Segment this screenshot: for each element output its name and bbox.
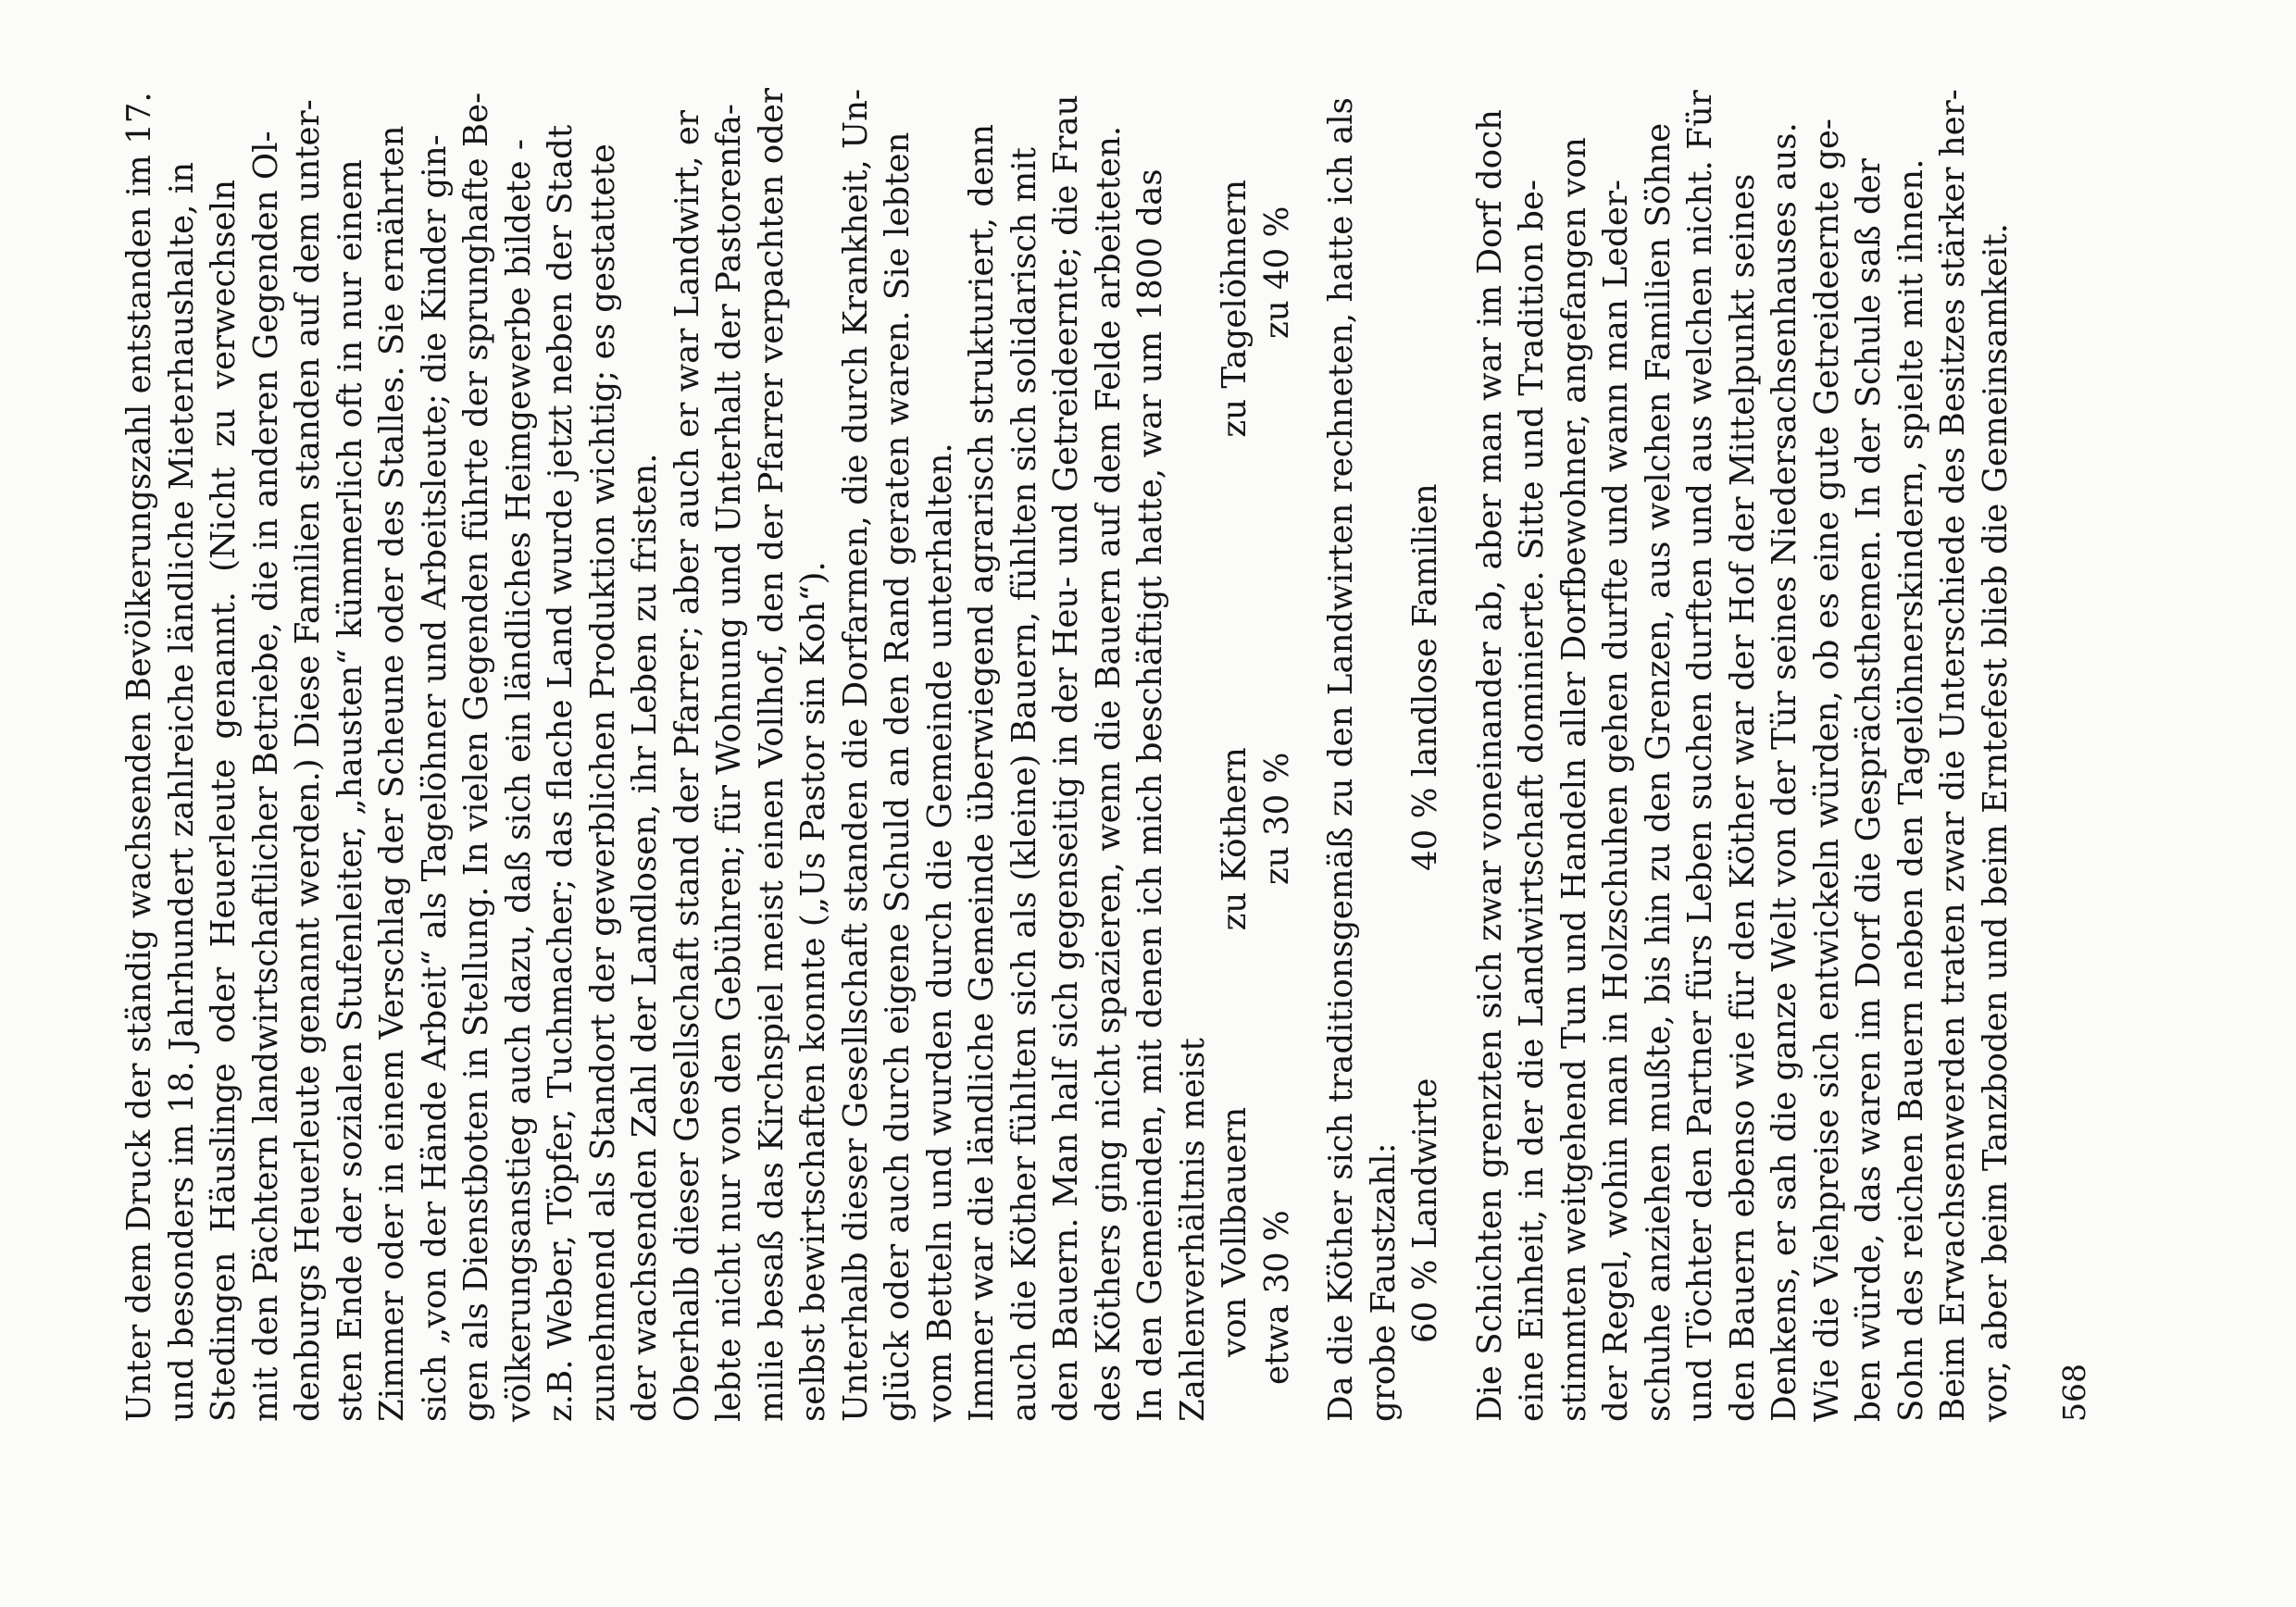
paragraph-dorfarmen <box>835 88 962 1422</box>
table-value-koether: zu 30 % <box>1257 752 1296 885</box>
ratio-table-value-row <box>1256 180 1299 1385</box>
text-line: Wie die Viehpreise sich entwickeln würden, ob es eine gute Getreideernte ge- <box>1807 118 1846 1422</box>
text-line: milie besaß das Kirchspiel meist einen Vollhof, den der Pfarrer verpachten oder <box>752 88 791 1422</box>
paragraph-zahlenverhaeltnis <box>1129 168 1214 1422</box>
text-line: der Regel, wohin man in Holzschuhen gehen durfte und wann man Leder- <box>1597 180 1635 1422</box>
paragraph-gemeinde <box>961 94 1129 1422</box>
text-line: Oberhalb dieser Gesellschaft stand der Pfarrer; aber auch er war Landwirt, er <box>668 110 706 1422</box>
text-line: Zimmer oder in einem Verschlag der Scheune oder des Stalles. Sie ernährten <box>373 125 411 1422</box>
text-line: vor, aber beim Tanzboden und beim Erntefest blieb die Gemeinsamkeit. <box>1976 223 2015 1422</box>
paragraph-schichten <box>1469 89 2017 1422</box>
text-line: den Bauern. Man half sich gegenseitig in der Heu- und Getreideernte; die Frau <box>1047 94 1085 1422</box>
ratio-table-header-row <box>1214 180 1256 1357</box>
ratio-table <box>1214 180 1298 1422</box>
text-line: Immer war die ländliche Gemeinde überwiegend agrarisch strukturiert, denn <box>963 123 1001 1422</box>
text-line: ben würde, das waren im Dorf die Gesprächsthemen. In der Schule saß der <box>1850 158 1888 1422</box>
text-line: Beim Erwachsenwerden traten zwar die Unterschiede des Besitzes stärker her- <box>1934 89 1972 1422</box>
text-line: Denkens, er sah die ganze Welt von der Tür seines Niedersachsenhauses aus. <box>1766 122 1803 1422</box>
text-line: zunehmend als Standort der gewerblichen Produktion wichtig; es gestattete <box>583 143 622 1422</box>
text-line: und Töchter den Partner fürs Leben suchen durften und aus welchen nicht. Für <box>1681 90 1719 1422</box>
paragraph-mieterhaushalte <box>119 92 667 1422</box>
text-line: des Köthers ging nicht spazieren, wenn die Bauern auf dem Felde arbeiteten. <box>1089 125 1128 1422</box>
text-line: auch die Köther fühlten sich als (kleine) Bauern, fühlten sich solidarisch mit <box>1004 147 1043 1422</box>
text-line: z.B. Weber, Töpfer, Tuchmacher; das flache Land wurde jetzt neben der Stadt <box>542 124 580 1422</box>
paragraph-pfarrer <box>667 88 835 1422</box>
text-line: und besonders im 18. Jahrhundert zahlreiche ländliche Mieterhaushalte, in <box>162 161 201 1422</box>
text-line: Sohn des reichen Bauern neben den Tagelöhnerskindern, spielte mit ihnen. <box>1891 158 1930 1422</box>
text-line: Da die Köther sich traditionsgemäß zu den Landwirten rechneten, hatte ich als <box>1322 97 1360 1422</box>
paragraph-faustzahl <box>1320 97 1404 1422</box>
book-page <box>119 88 2092 1422</box>
text-line: eine Einheit, in der die Landwirtschaft dominierte. Sitte und Tradition be- <box>1513 180 1551 1422</box>
text-line: vom Betteln und wurden durch die Gemeinde unterhalten. <box>920 442 959 1422</box>
text-line: den Bauern ebenso wie für den Köther war der Hof der Mittelpunkt seines <box>1723 173 1762 1422</box>
table-header-vollbauern: von Vollbauern <box>1216 1106 1254 1357</box>
table-header-koether: zu Köthern <box>1216 747 1254 931</box>
text-line: stimmten weitgehend Tun und Handeln aller Dorfbewohner, angefangen von <box>1554 137 1593 1422</box>
text-line: sten Ende der sozialen Stufenleiter, „hausten“ kümmerlich oft in nur einem <box>331 159 369 1422</box>
table-value-vollbauern: etwa 30 % <box>1257 1210 1296 1385</box>
text-line: glück oder auch durch eigene Schuld an den Rand geraten waren. Sie lebten <box>879 131 917 1422</box>
text-line: Die Schichten grenzten sich zwar voneinander ab, aber man war im Dorf doch <box>1470 109 1509 1422</box>
text-line: selbst bewirtschaften konnte („Us Pastor sin Koh“). <box>794 561 832 1422</box>
text-line: schuhe anziehen mußte, bis hin zu den Grenzen, aus welchen Familien Söhne <box>1639 122 1678 1422</box>
text-line: mit den Pächtern landwirtschaftlicher Betriebe, die in anderen Gegenden Ol- <box>246 131 285 1422</box>
text-line: grobe Faustzahl: <box>1364 1142 1403 1422</box>
text-line: der wachsenden Zahl der Landlosen, ihr Leben zu fristen. <box>626 453 664 1422</box>
table-header-tageloehner: zu Tagelöhnern <box>1216 180 1254 438</box>
faustzahl-landlose: 40 % landlose Familien <box>1406 483 1444 871</box>
text-line: lebte nicht nur von den Gebühren; für Wohnung und Unterhalt der Pastorenfa- <box>710 104 748 1422</box>
text-line: Stedingen Häuslinge oder Heuerleute genannt. (Nicht zu verwechseln <box>205 180 243 1422</box>
text-line: gen als Dienstboten in Stellung. In vielen Gegenden führte der sprunghafte Be- <box>457 92 495 1422</box>
page-number: 568 <box>2056 1364 2092 1422</box>
text-line: sich „von der Hände Arbeit“ als Tagelöhner und Arbeitsleute; die Kinder gin- <box>415 134 454 1422</box>
table-value-tageloehner: zu 40 % <box>1257 206 1296 339</box>
text-line: Unterhalb dieser Gesellschaft standen die Dorfarmen, die durch Krankheit, Un- <box>836 88 875 1422</box>
text-line: Unter dem Druck der ständig wachsenden Bevölkerungszahl entstanden im 17. <box>120 92 158 1422</box>
text-line: denburgs Heuerleute genannt werden.) Diese Familien standen auf dem unter- <box>289 99 327 1422</box>
faustzahl-landwirte: 60 % Landwirte <box>1406 1078 1444 1343</box>
text-line: völkerungsanstieg auch dazu, daß sich ein ländliches Heimgewerbe bildete - <box>499 139 538 1422</box>
text-line: In den Gemeinden, mit denen ich mich beschäftigt hatte, war um 1800 das <box>1131 168 1169 1422</box>
text-line: Zahlenverhältnis meist <box>1173 1038 1212 1422</box>
faustzahl-row <box>1404 180 1447 1422</box>
